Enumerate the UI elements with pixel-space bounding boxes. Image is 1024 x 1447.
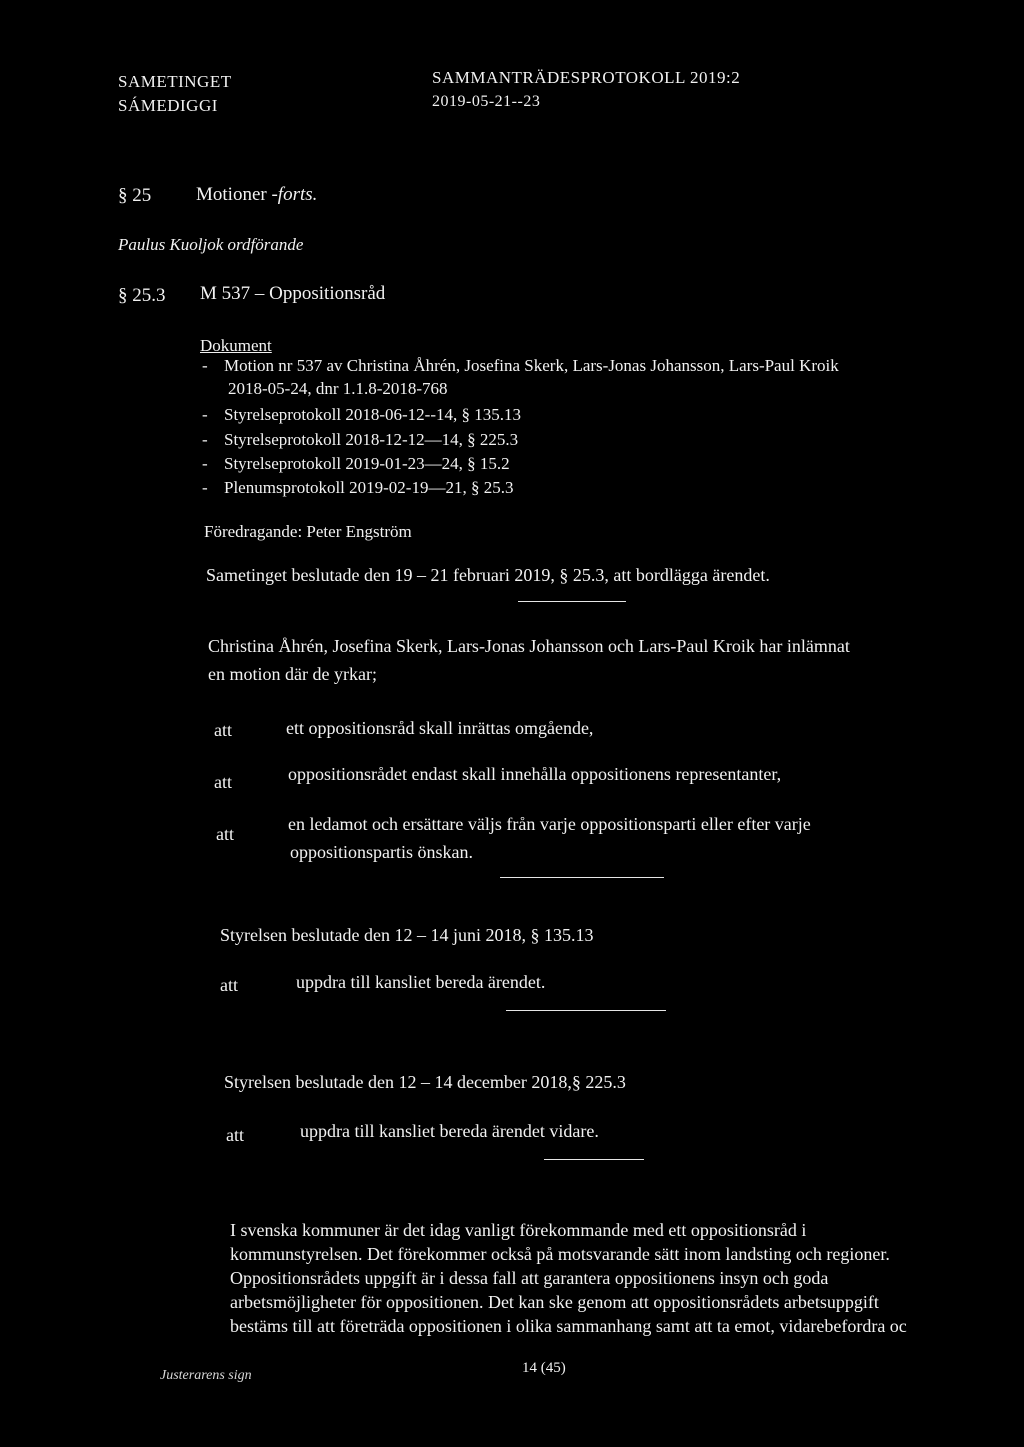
list-bullet: - (202, 356, 208, 375)
org-name-swedish: SAMETINGET (118, 72, 232, 91)
list-item (202, 454, 510, 474)
list-item-text: Motion nr 537 av Christina Åhrén, Josefina Skerk, Lars-Jonas Johansson, Lars-Paul Kroik (224, 356, 839, 375)
paragraph-line: I svenska kommuner är det idag vanligt förekommande med ett oppositionsråd i (230, 1220, 807, 1240)
list-item-continuation: 2018-05-24, dnr 1.1.8-2018-768 (228, 379, 448, 398)
plenum-decision: Sametinget beslutade den 19 – 21 februari 2019, § 25.3, att bordlägga ärendet. (206, 565, 770, 585)
paragraph-line: kommunstyrelsen. Det förekommer också på motsvarande sätt inom landsting och regioner. (230, 1244, 890, 1264)
demand-text: oppositionsrådet endast skall innehålla oppositionens representanter, (288, 764, 782, 784)
list-item (202, 430, 518, 450)
list-bullet: - (202, 430, 208, 449)
list-bullet: - (202, 454, 208, 473)
section-title-suffix: -forts. (271, 184, 318, 205)
list-item-text: Styrelseprotokoll 2018-06-12--14, § 135.13 (224, 405, 521, 424)
board-decision-1-action: uppdra till kansliet bereda ärendet. (296, 972, 546, 992)
list-item (202, 405, 521, 425)
list-bullet: - (202, 405, 208, 424)
demand-text-continuation: oppositionspartis önskan. (290, 842, 473, 862)
board-decision-2-att: att (226, 1125, 244, 1145)
section-number: § 25 (118, 185, 152, 206)
demand-att: att (216, 824, 234, 844)
document-title: SAMMANTRÄDESPROTOKOLL 2019:2 (432, 68, 741, 87)
list-item-text: Styrelseprotokoll 2018-12-12—14, § 225.3 (224, 430, 519, 449)
paragraph-line: bestäms till att företräda oppositionen i olika sammanhang samt att ta emot, vidarebefordra oc (230, 1316, 907, 1336)
section-title-text: Motioner (196, 184, 267, 205)
list-item-text: Plenumsprotokoll 2019-02-19—21, § 25.3 (224, 478, 514, 497)
list-bullet: - (202, 478, 208, 497)
board-decision-2: Styrelsen beslutade den 12 – 14 december 2018,§ 225.3 (224, 1072, 626, 1092)
list-item-text: Styrelseprotokoll 2019-01-23—24, § 15.2 (224, 454, 510, 473)
list-item (202, 478, 513, 498)
demand-text: en ledamot och ersättare väljs från varje oppositionsparti eller efter varje (288, 814, 811, 834)
board-decision-2-action: uppdra till kansliet bereda ärendet vidare. (300, 1121, 599, 1141)
page-number: 14 (45) (522, 1360, 566, 1376)
documents-heading: Dokument (200, 336, 272, 355)
board-decision-1-att: att (220, 975, 238, 995)
org-name-sami: SÁMEDIGGI (118, 96, 218, 115)
presenter: Föredragande: Peter Engström (204, 522, 412, 541)
chair-name: Paulus Kuoljok ordförande (118, 235, 304, 254)
subsection-number: § 25.3 (118, 285, 166, 306)
motion-intro-continuation: en motion där de yrkar; (208, 664, 377, 684)
demand-att: att (214, 772, 232, 792)
paragraph-line: Oppositionsrådets uppgift är i dessa fall att garantera oppositionens insyn och goda (230, 1268, 829, 1288)
separator-line (544, 1159, 644, 1160)
separator-line (518, 601, 626, 602)
subsection-title: M 537 – Oppositionsråd (200, 283, 386, 304)
motion-intro: Christina Åhrén, Josefina Skerk, Lars-Jonas Johansson och Lars-Paul Kroik har inlämnat (208, 636, 850, 656)
document-date: 2019-05-21--23 (432, 93, 541, 110)
separator-line (506, 1010, 666, 1011)
list-item (202, 356, 839, 376)
section-title (196, 184, 317, 206)
paragraph-line: arbetsmöjligheter för oppositionen. Det kan ske genom att oppositionsrådets arbetsuppgift (230, 1292, 879, 1312)
demand-att: att (214, 720, 232, 740)
signature-label: Justerarens sign (160, 1368, 252, 1383)
demand-text: ett oppositionsråd skall inrättas omgående, (286, 718, 594, 738)
board-decision-1: Styrelsen beslutade den 12 – 14 juni 2018, § 135.13 (220, 925, 594, 945)
separator-line (500, 877, 664, 878)
